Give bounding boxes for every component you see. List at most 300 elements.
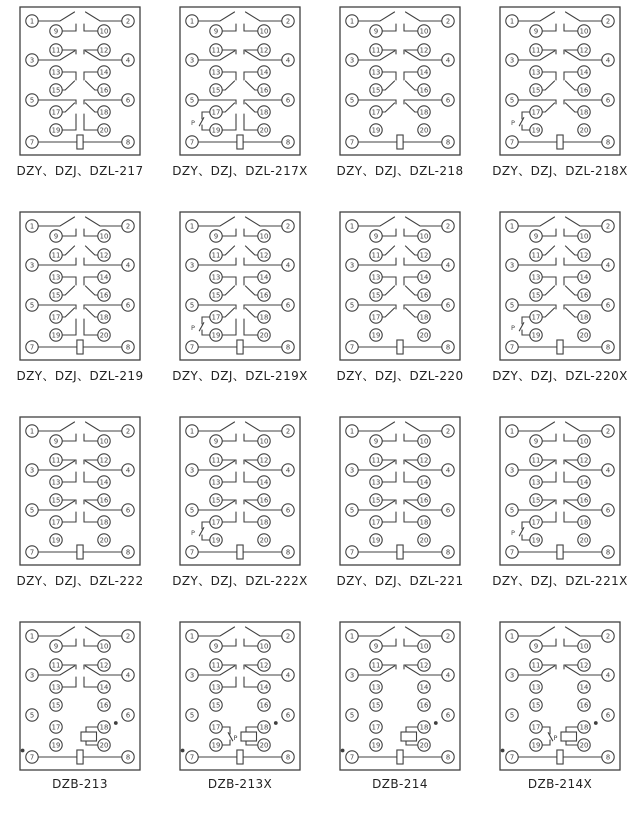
terminal-17: [370, 516, 382, 528]
terminal-1: [506, 630, 518, 642]
svg-text:11: 11: [531, 46, 541, 55]
terminal-13: [530, 681, 542, 693]
svg-text:5: 5: [509, 506, 515, 515]
terminal-18: [258, 516, 270, 528]
terminal-11: [370, 454, 382, 466]
terminal-7: [26, 751, 38, 763]
svg-text:7: 7: [29, 138, 35, 147]
terminal-13: [210, 271, 222, 283]
terminal-9: [50, 435, 62, 447]
terminal-18: [418, 721, 430, 733]
diagram-label: DZY、DZJ、DZL-220: [336, 369, 464, 383]
svg-text:15: 15: [51, 291, 61, 300]
terminal-13: [370, 66, 382, 78]
svg-text:17: 17: [371, 518, 381, 527]
svg-text:6: 6: [445, 96, 451, 105]
svg-text:15: 15: [371, 701, 381, 710]
terminal-19: [210, 329, 222, 341]
terminal-14: [258, 681, 270, 693]
terminal-7: [346, 751, 358, 763]
svg-text:17: 17: [531, 518, 541, 527]
terminal-6: [442, 504, 454, 516]
terminal-14: [258, 66, 270, 78]
svg-text:7: 7: [29, 548, 35, 557]
svg-text:8: 8: [445, 548, 451, 557]
svg-text:8: 8: [445, 343, 451, 352]
terminal-5: [346, 504, 358, 516]
terminal-1: [506, 15, 518, 27]
terminal-11: [50, 249, 62, 261]
svg-text:15: 15: [211, 86, 221, 95]
terminal-11: [530, 249, 542, 261]
svg-text:15: 15: [371, 496, 381, 505]
terminal-4: [602, 259, 614, 271]
terminal-7: [346, 136, 358, 148]
diagram-cell: [320, 5, 480, 210]
terminal-7: [346, 341, 358, 353]
diagram-cell: [320, 620, 480, 825]
case-outline: [180, 622, 300, 770]
svg-text:13: 13: [371, 683, 381, 692]
terminal-8: [282, 136, 294, 148]
svg-text:15: 15: [211, 496, 221, 505]
svg-text:10: 10: [99, 642, 109, 651]
terminal-7: [186, 341, 198, 353]
relay-wiring-svg: [18, 210, 142, 362]
terminal-2: [442, 630, 454, 642]
relay-wiring-svg: [498, 620, 622, 772]
terminal-16: [418, 289, 430, 301]
svg-text:3: 3: [29, 671, 35, 680]
svg-text:18: 18: [419, 723, 429, 732]
terminal-13: [210, 66, 222, 78]
terminal-17: [210, 516, 222, 528]
svg-text:16: 16: [579, 496, 589, 505]
terminal-19: [370, 534, 382, 546]
coil-symbol: [237, 545, 243, 559]
terminal-12: [258, 249, 270, 261]
svg-text:11: 11: [371, 456, 381, 465]
terminal-5: [506, 94, 518, 106]
svg-text:17: 17: [51, 518, 61, 527]
svg-text:4: 4: [285, 466, 291, 475]
terminal-20: [578, 534, 590, 546]
svg-text:20: 20: [579, 536, 589, 545]
terminal-7: [346, 546, 358, 558]
terminal-9: [50, 230, 62, 242]
svg-text:4: 4: [605, 261, 611, 270]
relay-wiring-svg: [18, 415, 142, 567]
terminal-14: [258, 271, 270, 283]
diagram-label: DZY、DZJ、DZL-219: [16, 369, 144, 383]
svg-text:3: 3: [509, 56, 515, 65]
svg-text:18: 18: [419, 518, 429, 527]
svg-text:10: 10: [579, 232, 589, 241]
diagram-label: DZY、DZJ、DZL-222: [16, 574, 144, 588]
terminal-13: [370, 476, 382, 488]
svg-text:16: 16: [99, 291, 109, 300]
coil-symbol: [77, 545, 83, 559]
terminal-3: [346, 259, 358, 271]
terminal-14: [578, 66, 590, 78]
terminal-10: [98, 230, 110, 242]
relay-wiring-svg: [338, 620, 462, 772]
terminal-9: [370, 230, 382, 242]
svg-text:2: 2: [445, 427, 451, 436]
terminal-17: [210, 311, 222, 323]
resistor-box: [401, 732, 417, 741]
terminal-12: [98, 44, 110, 56]
svg-text:17: 17: [51, 723, 61, 732]
svg-text:8: 8: [445, 138, 451, 147]
svg-text:17: 17: [51, 313, 61, 322]
terminal-7: [26, 546, 38, 558]
svg-text:10: 10: [579, 27, 589, 36]
terminal-4: [442, 464, 454, 476]
svg-text:6: 6: [605, 96, 611, 105]
terminal-2: [122, 15, 134, 27]
svg-text:7: 7: [349, 138, 355, 147]
svg-text:16: 16: [419, 86, 429, 95]
p-switch-label: P: [233, 734, 238, 742]
svg-text:1: 1: [189, 632, 195, 641]
terminal-15: [530, 84, 542, 96]
svg-text:16: 16: [99, 496, 109, 505]
svg-text:6: 6: [285, 301, 291, 310]
p-switch-label: P: [191, 324, 195, 332]
terminal-19: [210, 124, 222, 136]
terminal-2: [282, 15, 294, 27]
svg-text:8: 8: [125, 548, 131, 557]
diagram-label: DZB-214: [372, 777, 428, 791]
terminal-11: [210, 454, 222, 466]
terminal-18: [98, 311, 110, 323]
diagram-cell: [480, 5, 635, 210]
svg-text:20: 20: [419, 741, 429, 750]
svg-text:12: 12: [99, 661, 109, 670]
svg-text:9: 9: [213, 232, 219, 241]
terminal-18: [418, 516, 430, 528]
terminal-5: [26, 94, 38, 106]
svg-text:1: 1: [509, 222, 515, 231]
svg-text:3: 3: [349, 466, 355, 475]
terminal-20: [98, 739, 110, 751]
svg-text:1: 1: [29, 222, 35, 231]
terminal-5: [346, 94, 358, 106]
terminal-3: [186, 259, 198, 271]
terminal-14: [578, 681, 590, 693]
terminal-9: [530, 435, 542, 447]
terminal-1: [346, 15, 358, 27]
svg-text:11: 11: [531, 456, 541, 465]
svg-text:3: 3: [189, 261, 195, 270]
diagram-cell: [160, 620, 320, 825]
svg-text:16: 16: [419, 291, 429, 300]
svg-text:10: 10: [419, 232, 429, 241]
terminal-13: [50, 271, 62, 283]
svg-text:15: 15: [211, 291, 221, 300]
terminal-8: [282, 751, 294, 763]
svg-text:10: 10: [259, 642, 269, 651]
svg-text:8: 8: [285, 138, 291, 147]
svg-text:7: 7: [29, 343, 35, 352]
svg-text:12: 12: [419, 661, 429, 670]
svg-text:5: 5: [509, 301, 515, 310]
svg-text:12: 12: [419, 251, 429, 260]
svg-text:17: 17: [211, 108, 221, 117]
terminal-4: [442, 669, 454, 681]
terminal-3: [26, 259, 38, 271]
svg-text:6: 6: [285, 506, 291, 515]
terminal-20: [258, 739, 270, 751]
relay-wiring-svg: [178, 415, 302, 567]
svg-text:2: 2: [285, 427, 291, 436]
svg-text:6: 6: [445, 506, 451, 515]
svg-text:9: 9: [53, 232, 59, 241]
svg-text:19: 19: [371, 536, 381, 545]
terminal-5: [26, 299, 38, 311]
terminal-1: [186, 15, 198, 27]
svg-text:11: 11: [51, 251, 61, 260]
polarity-dot: [21, 749, 25, 753]
terminal-19: [370, 739, 382, 751]
terminal-16: [98, 84, 110, 96]
svg-text:7: 7: [189, 753, 195, 762]
svg-text:20: 20: [99, 331, 109, 340]
case-outline: [340, 622, 460, 770]
diagram-cell: [0, 415, 160, 620]
svg-text:7: 7: [349, 343, 355, 352]
svg-text:6: 6: [125, 301, 131, 310]
svg-text:7: 7: [509, 548, 515, 557]
terminal-17: [370, 721, 382, 733]
relay-wiring-svg: [498, 210, 622, 362]
terminal-11: [50, 44, 62, 56]
terminal-16: [258, 289, 270, 301]
svg-text:4: 4: [445, 671, 451, 680]
svg-text:12: 12: [259, 661, 269, 670]
svg-text:19: 19: [531, 126, 541, 135]
svg-text:19: 19: [211, 741, 221, 750]
terminal-18: [578, 106, 590, 118]
terminal-1: [26, 220, 38, 232]
terminal-15: [50, 289, 62, 301]
terminal-5: [186, 504, 198, 516]
terminal-17: [50, 516, 62, 528]
svg-text:10: 10: [259, 437, 269, 446]
terminal-11: [530, 659, 542, 671]
svg-text:14: 14: [579, 68, 589, 77]
terminal-5: [26, 709, 38, 721]
terminal-6: [122, 709, 134, 721]
terminal-20: [258, 534, 270, 546]
terminal-1: [26, 630, 38, 642]
terminal-16: [98, 289, 110, 301]
svg-text:19: 19: [531, 536, 541, 545]
svg-text:19: 19: [371, 741, 381, 750]
terminal-17: [530, 106, 542, 118]
terminal-10: [578, 230, 590, 242]
terminal-16: [578, 289, 590, 301]
terminal-2: [442, 220, 454, 232]
svg-text:15: 15: [531, 86, 541, 95]
coil-symbol: [237, 135, 243, 149]
terminal-20: [98, 329, 110, 341]
svg-text:4: 4: [445, 56, 451, 65]
svg-text:14: 14: [259, 273, 269, 282]
diagram-cell: [320, 415, 480, 620]
svg-text:13: 13: [51, 478, 61, 487]
terminal-9: [210, 640, 222, 652]
terminal-19: [50, 329, 62, 341]
terminal-1: [506, 220, 518, 232]
terminal-8: [122, 546, 134, 558]
svg-text:1: 1: [29, 17, 35, 26]
svg-text:5: 5: [29, 711, 35, 720]
terminal-8: [602, 546, 614, 558]
terminal-4: [282, 669, 294, 681]
terminal-14: [258, 476, 270, 488]
svg-text:1: 1: [509, 427, 515, 436]
svg-text:19: 19: [51, 331, 61, 340]
svg-text:2: 2: [125, 427, 131, 436]
terminal-1: [346, 425, 358, 437]
svg-text:2: 2: [285, 632, 291, 641]
coil-symbol: [77, 135, 83, 149]
svg-text:11: 11: [211, 46, 221, 55]
terminal-16: [578, 494, 590, 506]
terminal-2: [282, 630, 294, 642]
svg-text:13: 13: [371, 273, 381, 282]
terminal-9: [210, 230, 222, 242]
svg-text:17: 17: [531, 723, 541, 732]
svg-text:12: 12: [99, 251, 109, 260]
svg-text:2: 2: [605, 632, 611, 641]
terminal-4: [122, 464, 134, 476]
case-outline: [20, 417, 140, 565]
svg-text:10: 10: [419, 27, 429, 36]
terminal-13: [530, 271, 542, 283]
svg-text:6: 6: [605, 506, 611, 515]
p-switch-label: P: [191, 529, 195, 537]
diagram-label: DZY、DZJ、DZL-218X: [492, 164, 628, 178]
terminal-10: [418, 230, 430, 242]
svg-text:16: 16: [259, 701, 269, 710]
terminal-12: [578, 659, 590, 671]
svg-text:3: 3: [189, 466, 195, 475]
terminal-15: [50, 699, 62, 711]
p-switch-label: P: [511, 119, 515, 127]
svg-text:16: 16: [579, 86, 589, 95]
relay-wiring-svg: [178, 620, 302, 772]
svg-text:4: 4: [125, 261, 131, 270]
svg-text:14: 14: [99, 273, 109, 282]
svg-text:5: 5: [349, 711, 355, 720]
relay-wiring-svg: [498, 415, 622, 567]
terminal-13: [50, 476, 62, 488]
terminal-11: [50, 659, 62, 671]
svg-text:15: 15: [531, 701, 541, 710]
svg-text:19: 19: [211, 126, 221, 135]
terminal-13: [210, 681, 222, 693]
svg-text:16: 16: [259, 496, 269, 505]
svg-text:11: 11: [51, 46, 61, 55]
terminal-11: [210, 659, 222, 671]
diagram-cell: [0, 5, 160, 210]
svg-text:20: 20: [419, 536, 429, 545]
svg-text:18: 18: [579, 313, 589, 322]
terminal-16: [418, 494, 430, 506]
svg-text:7: 7: [29, 753, 35, 762]
terminal-6: [602, 709, 614, 721]
svg-text:17: 17: [371, 723, 381, 732]
terminal-5: [26, 504, 38, 516]
svg-text:13: 13: [51, 683, 61, 692]
terminal-7: [506, 341, 518, 353]
terminal-6: [122, 94, 134, 106]
svg-text:13: 13: [531, 478, 541, 487]
svg-text:20: 20: [579, 331, 589, 340]
svg-text:18: 18: [419, 108, 429, 117]
terminal-8: [442, 136, 454, 148]
terminal-7: [506, 136, 518, 148]
terminal-12: [98, 659, 110, 671]
terminal-19: [50, 124, 62, 136]
svg-text:19: 19: [51, 536, 61, 545]
svg-text:1: 1: [509, 17, 515, 26]
terminal-3: [26, 464, 38, 476]
svg-text:8: 8: [605, 753, 611, 762]
coil-symbol: [557, 750, 563, 764]
terminal-15: [370, 84, 382, 96]
terminal-12: [418, 659, 430, 671]
terminal-18: [578, 311, 590, 323]
terminal-11: [370, 659, 382, 671]
svg-text:19: 19: [51, 741, 61, 750]
terminal-19: [210, 739, 222, 751]
diagram-label: DZB-214X: [527, 777, 593, 791]
terminal-8: [442, 341, 454, 353]
svg-text:4: 4: [445, 466, 451, 475]
svg-text:20: 20: [99, 126, 109, 135]
terminal-9: [210, 25, 222, 37]
terminal-13: [50, 66, 62, 78]
terminal-16: [578, 699, 590, 711]
svg-text:8: 8: [605, 138, 611, 147]
svg-text:20: 20: [419, 126, 429, 135]
terminal-15: [370, 494, 382, 506]
svg-text:8: 8: [125, 343, 131, 352]
terminal-1: [186, 220, 198, 232]
terminal-16: [418, 84, 430, 96]
terminal-14: [578, 271, 590, 283]
svg-text:2: 2: [605, 427, 611, 436]
svg-text:18: 18: [579, 518, 589, 527]
svg-text:8: 8: [285, 343, 291, 352]
terminal-5: [186, 94, 198, 106]
terminal-15: [370, 289, 382, 301]
svg-text:19: 19: [51, 126, 61, 135]
terminal-10: [98, 25, 110, 37]
svg-text:11: 11: [51, 456, 61, 465]
coil-symbol: [397, 750, 403, 764]
terminal-17: [530, 311, 542, 323]
terminal-13: [210, 476, 222, 488]
svg-text:16: 16: [579, 701, 589, 710]
svg-text:3: 3: [349, 671, 355, 680]
svg-text:10: 10: [99, 27, 109, 36]
svg-text:10: 10: [99, 232, 109, 241]
